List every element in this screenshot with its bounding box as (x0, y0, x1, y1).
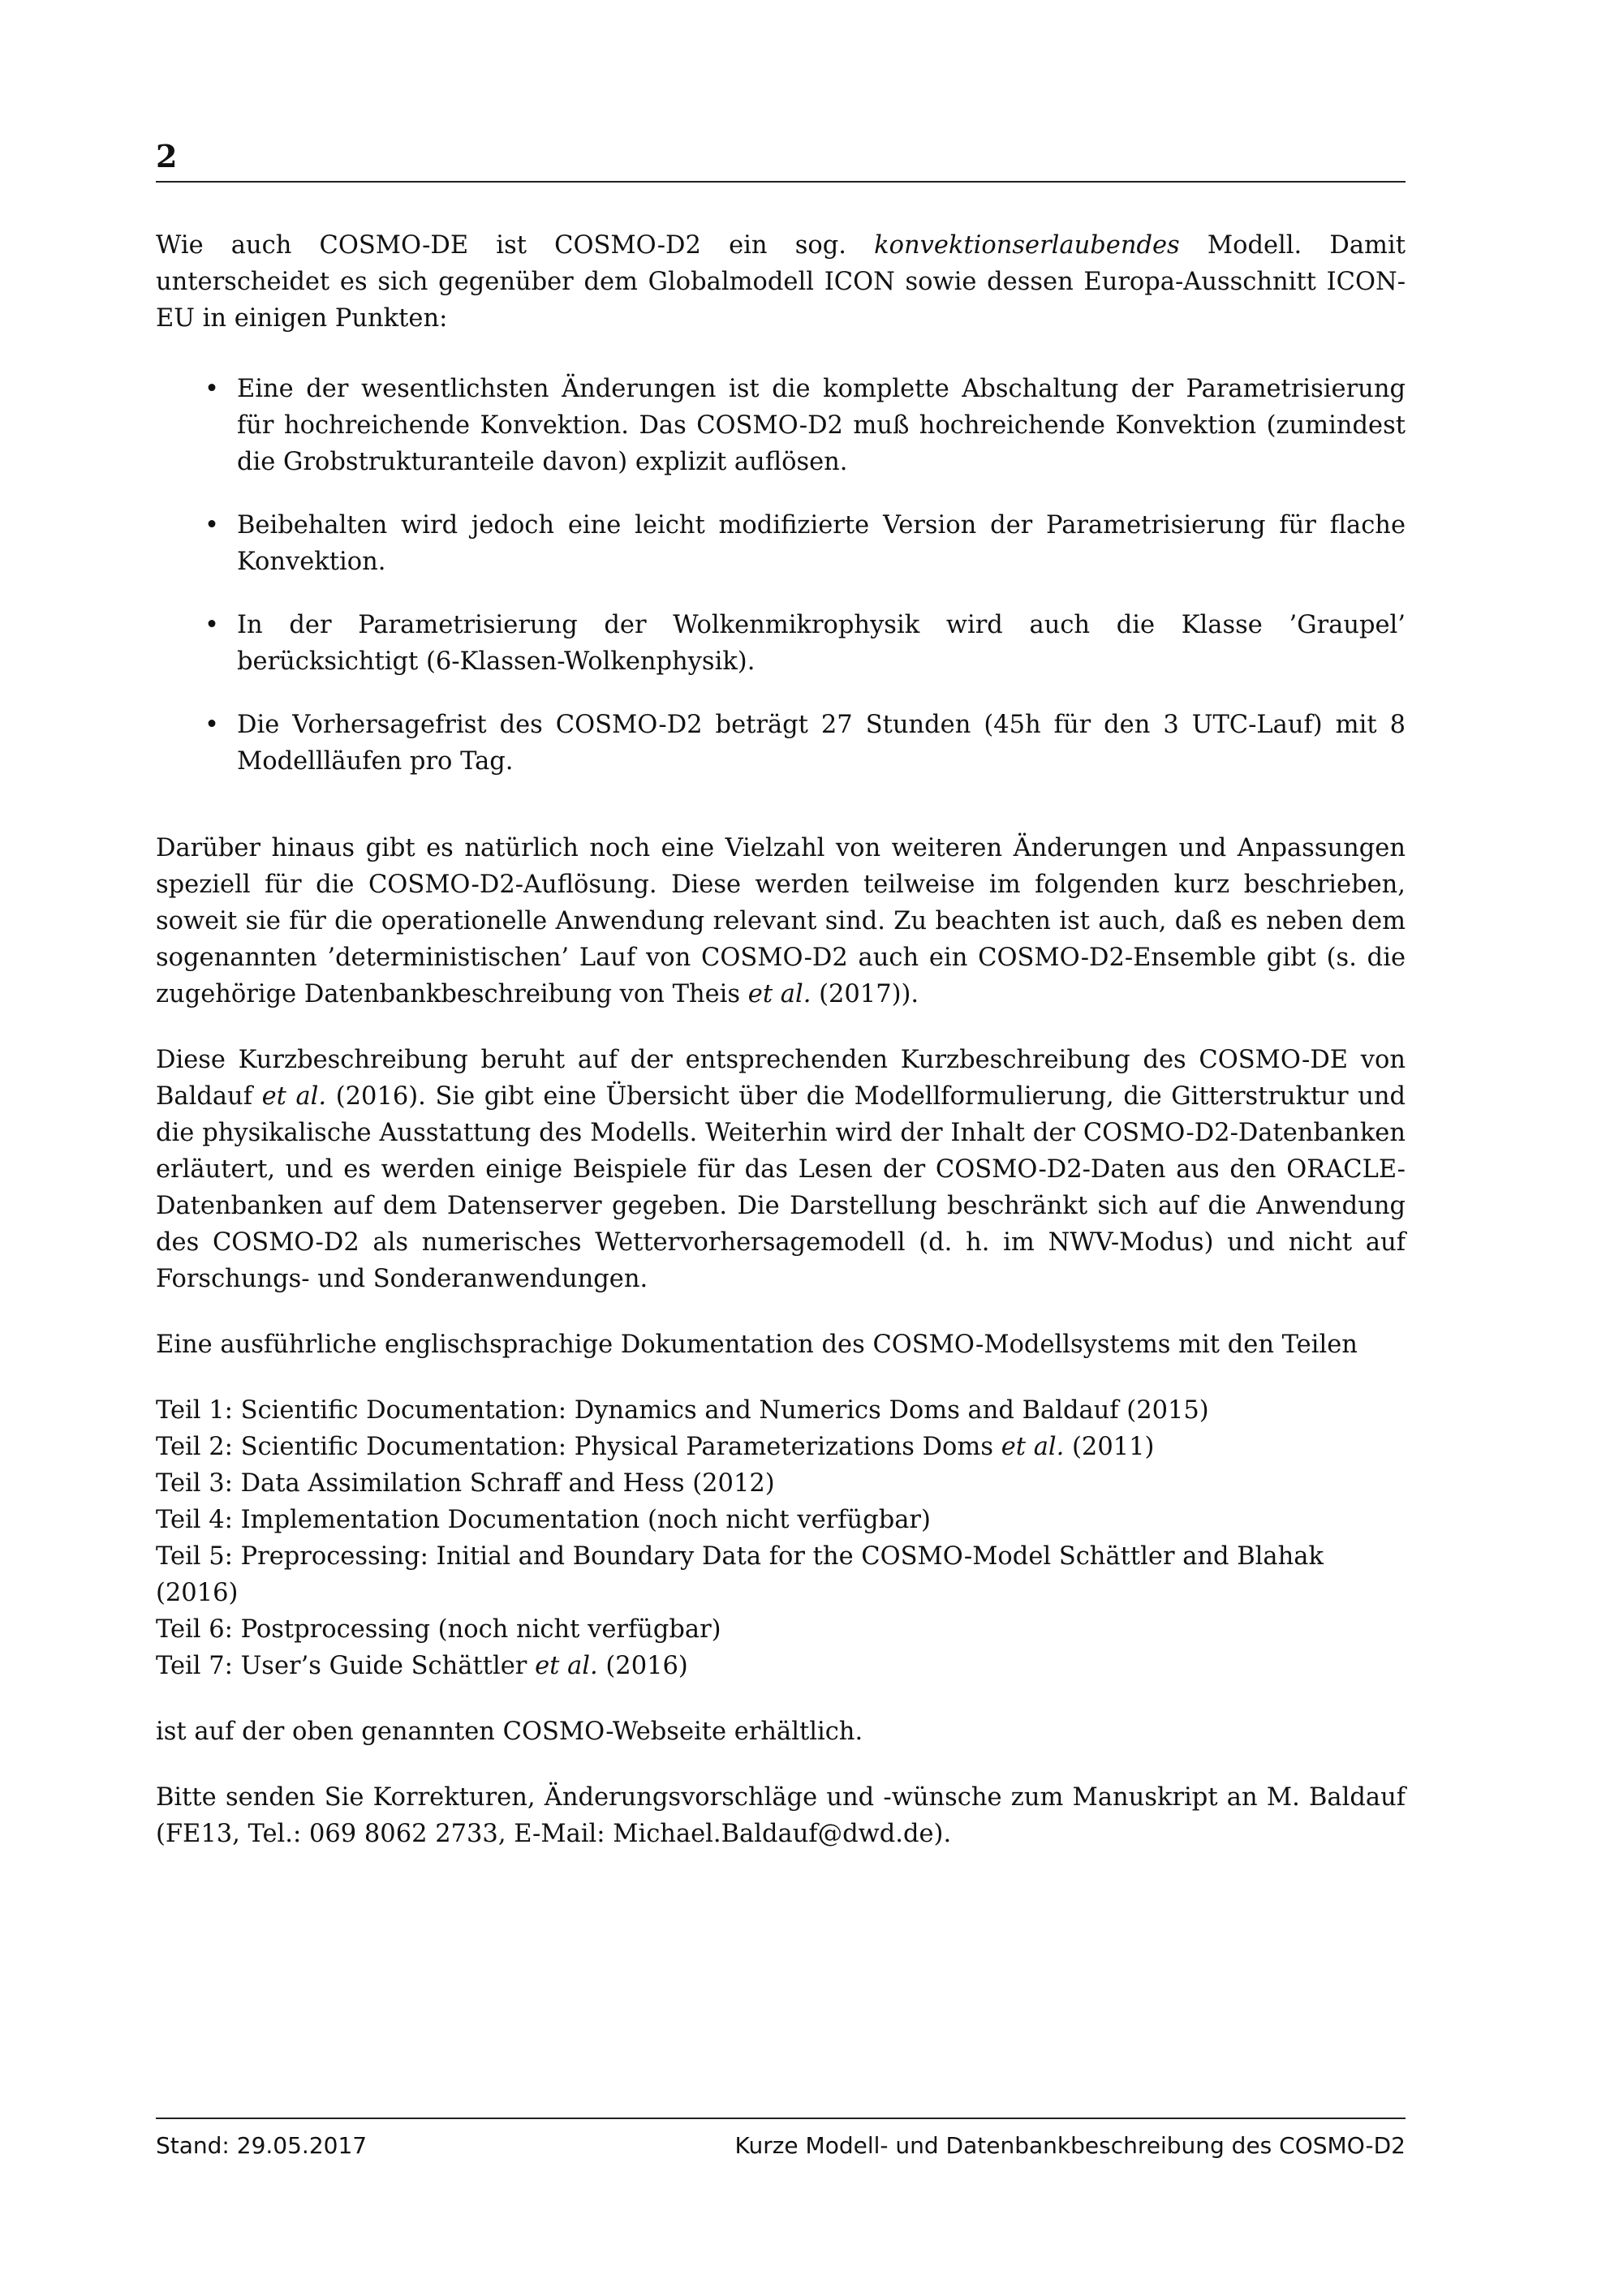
bullet-icon: • (204, 375, 219, 403)
list-item-text: Beibehalten wird jedoch eine leicht modifizierte Version der Parametrisierung für flache Konvektion. (237, 511, 1406, 576)
paragraph-overview (156, 1042, 1406, 1297)
bullet-icon: • (204, 511, 219, 540)
bullet-icon: • (204, 611, 219, 639)
intro-emphasis: konvektionserlaubendes (874, 231, 1180, 260)
paragraph-contact: Bitte senden Sie Korrekturen, Änderungsvorschläge und -wünsche zum Manuskript an M. Baldauf (FE13, Tel.: 069 8062 2733, E-Mail: Michael.Baldauf@dwd.de). (156, 1783, 1406, 1848)
list-item (156, 1465, 1406, 1502)
part-text-cont: (2016) (597, 1652, 688, 1680)
paragraph-modifications (156, 830, 1406, 1013)
part-emphasis: et al. (535, 1652, 598, 1680)
list-item (156, 707, 1406, 780)
paragraph-text: Diese Kurzbeschreibung beruht auf der entsprechenden Kurzbeschreibung des COSMO-DE von Baldauf (156, 1046, 1406, 1111)
paragraph-text-cont: (2016). Sie gibt eine Übersicht über die Modellformulierung, die Gitterstruktur und die physikalische Ausstattung des Modells. Weiterhin wird der Inhalt der COSMO-D2-Datenbanken erläutert, und es werden einige Beispiele für das Lesen der COSMO-D2-Daten aus den ORACLE-Datenbanken auf dem Datenserver gegeben. Die Darstellung beschränkt sich auf die Anwendung des COSMO-D2 als numerisches Wettervorhersagemodell (d. h. im NWV-Modus) und nicht auf Forschungs- und Sonderanwendungen. (156, 1082, 1406, 1293)
list-item (156, 371, 1406, 480)
bullet-list (156, 371, 1406, 780)
list-item (156, 1538, 1406, 1611)
body-text (156, 227, 1406, 1881)
part-text: Teil 7: User’s Guide Schättler (156, 1652, 536, 1680)
paragraph-availability: ist auf der oben genannten COSMO-Webseite erhältlich. (156, 1718, 863, 1746)
list-item (156, 1392, 1406, 1429)
page-number: 2 (156, 138, 178, 174)
paragraph-text: Darüber hinaus gibt es natürlich noch eine Vielzahl von weiteren Änderungen und Anpassungen speziell für die COSMO-D2-Auflösung. Diese werden teilweise im folgenden kurz beschrieben, soweit sie für die operationelle Anwendung relevant sind. Zu beachten ist auch, daß es neben dem sogenannten ’deterministischen’ Lauf von COSMO-D2 auch ein COSMO-D2-Ensemble gibt (s. die zugehörige Datenbankbeschreibung von Theis (156, 834, 1406, 1008)
bullet-icon: • (204, 711, 219, 739)
list-item-text: Eine der wesentlichsten Änderungen ist die komplette Abschaltung der Parametrisierung für hochreichende Konvektion. Das COSMO-D2 muß hochreichende Konvektion (zumindest die Grobstrukturanteile davon) explizit auflösen. (237, 375, 1406, 476)
list-item (156, 607, 1406, 680)
intro-text: Wie auch COSMO-DE ist COSMO-D2 ein sog. (156, 231, 875, 260)
part-emphasis: et al. (1001, 1433, 1065, 1461)
intro-text-cont: Modell. Damit unterscheidet es sich gegenüber dem Globalmodell ICON sowie dessen Europa-Ausschnitt ICON-EU in einigen Punkten: (156, 231, 1406, 333)
list-item (156, 1611, 1406, 1648)
citation-emphasis: et al. (261, 1082, 327, 1111)
footer-rule (156, 2118, 1406, 2119)
part-text: Teil 5: Preprocessing: Initial and Boundary Data for the COSMO-Model Schättler and Blahak (2016) (156, 1542, 1324, 1607)
paragraph-text-cont: (2017)). (811, 980, 919, 1008)
documentation-parts-list (156, 1392, 1406, 1684)
list-item-text: Die Vorhersagefrist des COSMO-D2 beträgt 27 Stunden (45h für den 3 UTC-Lauf) mit 8 Modellläufen pro Tag. (237, 711, 1406, 776)
part-text: Teil 3: Data Assimilation Schraff and Hess (2012) (156, 1469, 775, 1498)
footer-date: Stand: 29.05.2017 (156, 2132, 368, 2159)
list-item (156, 507, 1406, 580)
intro-paragraph (156, 227, 1406, 337)
list-item (156, 1502, 1406, 1538)
paragraph-documentation: Eine ausführliche englischsprachige Dokumentation des COSMO-Modellsystems mit den Teilen (156, 1331, 1358, 1359)
citation-emphasis: et al. (747, 980, 812, 1008)
footer-title: Kurze Modell- und Datenbankbeschreibung des COSMO-D2 (734, 2132, 1406, 2159)
list-item-text: In der Parametrisierung der Wolkenmikrophysik wird auch die Klasse ’Graupel’ berücksichtigt (6-Klassen-Wolkenphysik). (237, 611, 1406, 676)
list-item (156, 1648, 1406, 1684)
part-text: Teil 4: Implementation Documentation (noch nicht verfügbar) (156, 1506, 931, 1534)
header-rule (156, 181, 1406, 183)
part-text: Teil 6: Postprocessing (noch nicht verfügbar) (156, 1615, 721, 1644)
part-text: Teil 2: Scientific Documentation: Physical Parameterizations Doms (156, 1433, 1001, 1461)
list-item (156, 1429, 1406, 1465)
part-text: Teil 1: Scientific Documentation: Dynamics and Numerics Doms and Baldauf (2015) (156, 1396, 1209, 1425)
part-text-cont: (2011) (1064, 1433, 1155, 1461)
